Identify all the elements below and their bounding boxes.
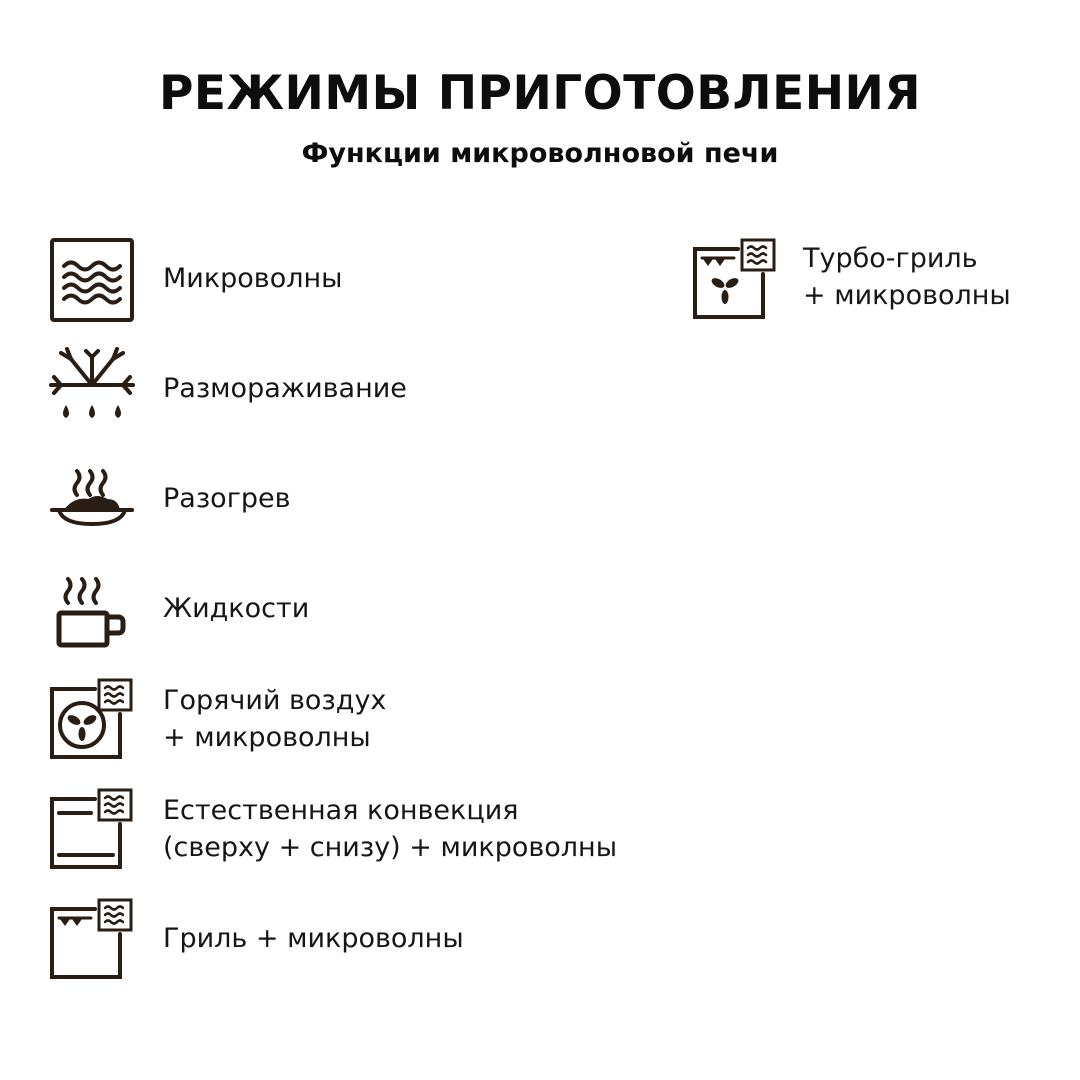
mode-label-line: + микроволны [803, 280, 1011, 311]
grill-microwave-icon [47, 895, 137, 985]
microwave-waves-icon [47, 235, 137, 325]
steaming-cup-icon [47, 565, 137, 655]
steaming-dish-icon [47, 455, 137, 545]
mode-label-line: (сверху + снизу) + микроволны [163, 832, 618, 863]
fan-microwave-icon [47, 675, 137, 765]
mode-label-line: Горячий воздух [163, 685, 387, 716]
page-title: РЕЖИМЫ ПРИГОТОВЛЕНИЯ [158, 66, 922, 121]
top-bottom-heat-microwave-icon [47, 785, 137, 875]
mode-label-line: Турбо-гриль [803, 243, 978, 274]
mode-label-line: Разогрев [163, 483, 291, 514]
turbo-grill-microwave-icon [690, 235, 780, 325]
snowflake-drops-icon [47, 345, 137, 435]
mode-label-line: Жидкости [163, 593, 310, 624]
mode-label-line: Естественная конвекция [163, 795, 519, 826]
mode-label-line: Микроволны [163, 263, 343, 294]
mode-label-line: Гриль + микроволны [163, 923, 464, 954]
mode-label-line: + микроволны [163, 722, 371, 753]
page-subtitle: Функции микроволновой печи [301, 138, 779, 169]
mode-label-line: Размораживание [163, 373, 407, 404]
